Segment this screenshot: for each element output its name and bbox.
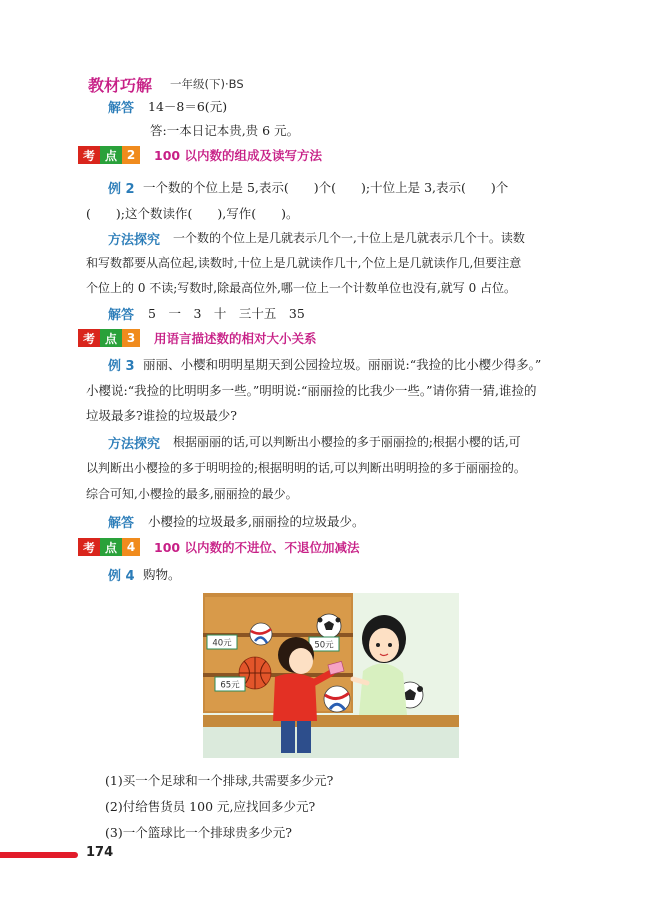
kao-badge: 考 bbox=[78, 329, 100, 347]
answer-statement: 答:一本日记本贵,贵 6 元。 bbox=[150, 123, 300, 138]
dian-badge: 点 bbox=[100, 538, 122, 556]
example-label: 例 4 bbox=[108, 569, 135, 584]
method-label: 方法探究 bbox=[108, 437, 161, 452]
price-tag: 50元 bbox=[314, 640, 334, 651]
kaodian-number: 3 bbox=[122, 329, 140, 347]
kaodian-number: 2 bbox=[122, 146, 140, 164]
kaodian-badge-3 bbox=[78, 329, 317, 347]
kaodian-title: 100 以内数的组成及读写方法 bbox=[154, 148, 322, 163]
kao-badge: 考 bbox=[78, 146, 100, 164]
question-item: (3)一个篮球比一个排球贵多少元? bbox=[105, 825, 292, 840]
answer-equation: 14－8＝6(元) bbox=[148, 99, 228, 114]
volleyball-icon bbox=[250, 623, 272, 645]
example-text: 丽丽、小樱和明明星期天到公园捡垃圾。丽丽说:“我捡的比小樱少得多。” bbox=[143, 357, 542, 372]
grade-subtitle: 一年级(下)·BS bbox=[170, 77, 244, 91]
volleyball-icon bbox=[324, 686, 350, 712]
page-number: 174 bbox=[86, 845, 114, 860]
answer-label: 解答 bbox=[108, 308, 135, 323]
soccer-ball-icon bbox=[317, 614, 341, 638]
method-text: 个位上的 0 不读;写数时,除最高位外,哪一位上一个计数单位也没有,就写 0 占位。 bbox=[86, 281, 517, 295]
kaodian-title: 用语言描述数的相对大小关系 bbox=[154, 331, 317, 346]
example-text: 购物。 bbox=[143, 567, 181, 582]
example-label: 例 3 bbox=[108, 359, 135, 374]
answer-label: 解答 bbox=[108, 101, 135, 116]
kao-badge: 考 bbox=[78, 538, 100, 556]
example-text: 小樱说:“我捡的比明明多一些。”明明说:“丽丽捡的比我少一些。”请你猜一猜,谁捡的 bbox=[86, 383, 537, 398]
method-text: 综合可知,小樱捡的最多,丽丽捡的最少。 bbox=[86, 487, 298, 501]
answer-text: 小樱捡的垃圾最多,丽丽捡的垃圾最少。 bbox=[148, 514, 365, 529]
page-marker-bar bbox=[0, 852, 78, 858]
example-label: 例 2 bbox=[108, 182, 135, 197]
kaodian-title: 100 以内数的不进位、不退位加减法 bbox=[154, 540, 360, 555]
method-text: 以判断出小樱捡的多于明明捡的;根据明明的话,可以判断出明明捡的多于丽丽捡的。 bbox=[86, 461, 526, 475]
price-tag: 40元 bbox=[212, 638, 232, 649]
shop-counter bbox=[203, 715, 459, 727]
kaodian-badge-2 bbox=[78, 146, 322, 164]
method-text: 和写数都要从高位起,读数时,十位上是几就读作几十,个位上是几就读作几,但要注意 bbox=[86, 256, 522, 270]
kaodian-number: 4 bbox=[122, 538, 140, 556]
question-item: (1)买一个足球和一个排球,共需要多少元? bbox=[105, 773, 334, 788]
method-label: 方法探究 bbox=[108, 233, 161, 248]
example-text: ( );这个数读作( ),写作( )。 bbox=[86, 206, 299, 221]
answer-label: 解答 bbox=[108, 516, 135, 531]
example-text: 一个数的个位上是 5,表示( )个( );十位上是 3,表示( )个 bbox=[143, 180, 509, 195]
kaodian-badge-4 bbox=[78, 538, 359, 556]
shopping-illustration bbox=[203, 593, 459, 758]
question-item: (2)付给售货员 100 元,应找回多少元? bbox=[105, 799, 316, 814]
answer-text: 5 一 3 十 三十五 35 bbox=[148, 306, 305, 321]
section-title: 教材巧解 bbox=[88, 76, 153, 95]
price-tag: 65元 bbox=[220, 680, 240, 691]
method-text: 根据丽丽的话,可以判断出小樱捡的多于丽丽捡的;根据小樱的话,可 bbox=[173, 435, 521, 449]
dian-badge: 点 bbox=[100, 329, 122, 347]
dian-badge: 点 bbox=[100, 146, 122, 164]
example-text: 垃圾最多?谁捡的垃圾最少? bbox=[86, 408, 237, 423]
method-text: 一个数的个位上是几就表示几个一,十位上是几就表示几个十。读数 bbox=[173, 231, 525, 245]
